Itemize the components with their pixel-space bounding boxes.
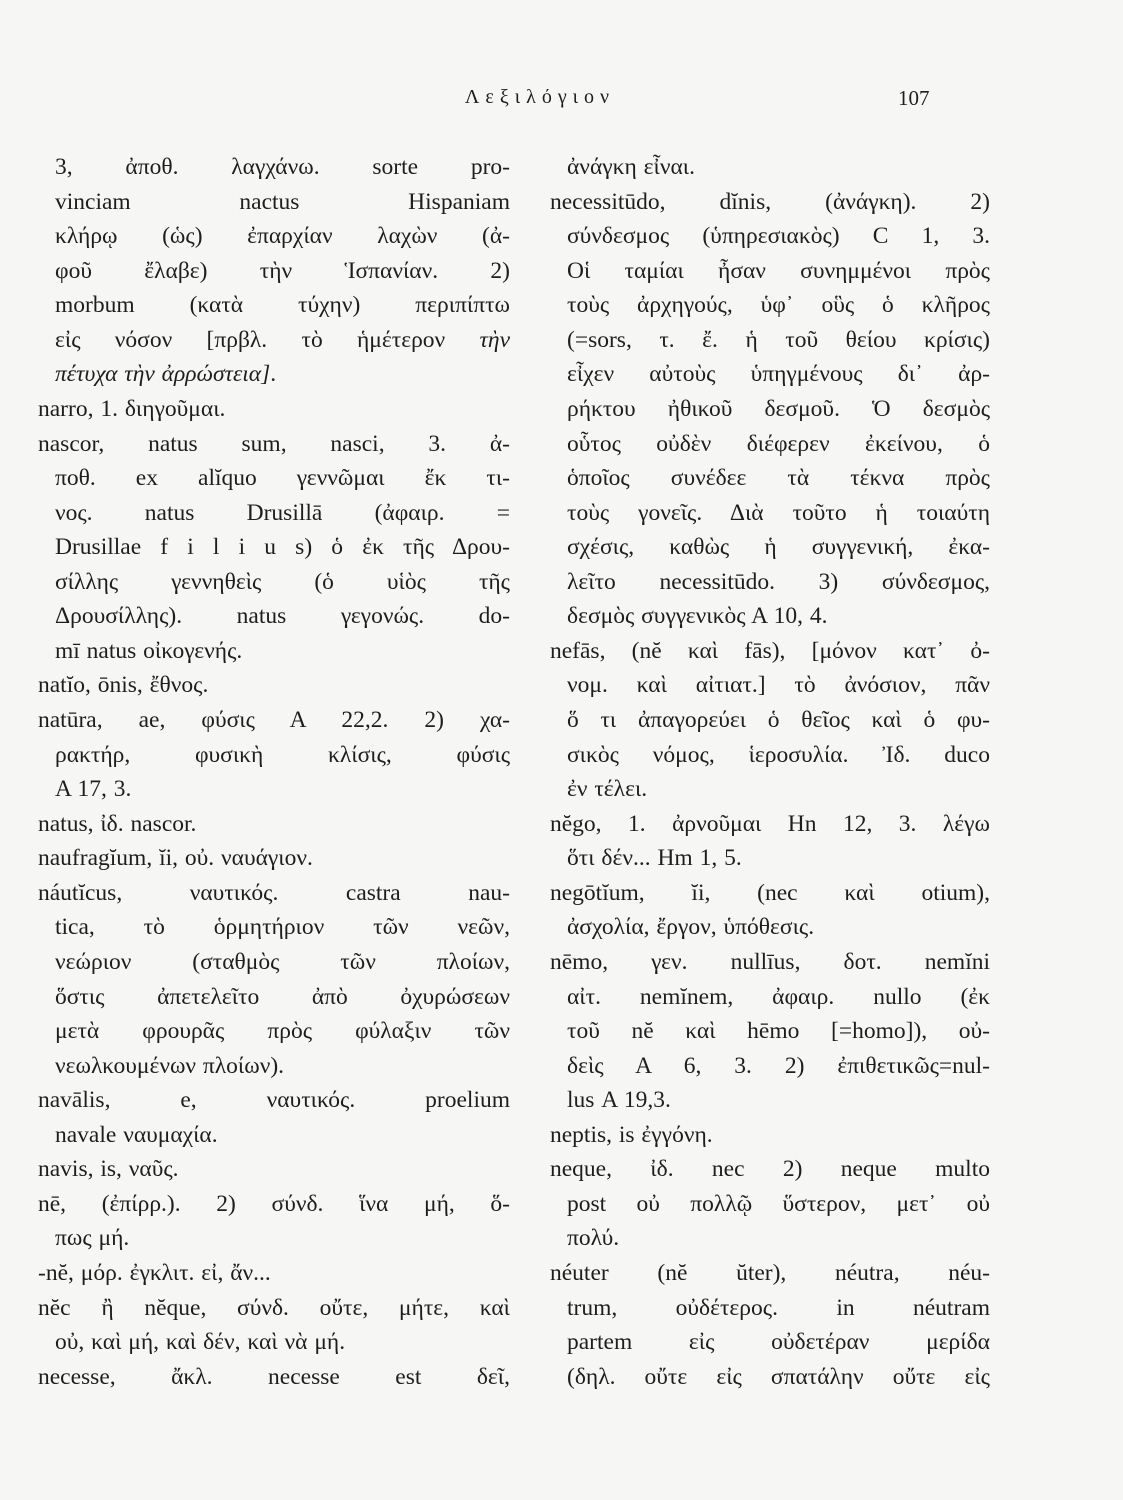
dictionary-entry — [38, 392, 510, 427]
entry-line: ὅστις ἀπετελεῖτο ἀπὸ ὀχυρώσεων — [55, 983, 510, 1010]
entry-line: φοῦ ἔλαβε) τὴν Ἱσπανίαν. 2) — [55, 257, 510, 284]
dictionary-entry — [38, 668, 510, 703]
dictionary-entry — [38, 1083, 510, 1152]
entry-line: vinciam nactus Hispaniam — [55, 188, 510, 215]
entry-line: μετὰ φρουρᾶς πρὸς φύλαξιν τῶν — [55, 1018, 510, 1045]
entry-line: tica, τὸ ὁρμητήριον τῶν νεῶν, — [55, 914, 510, 941]
italic-text: πέτυχα τὴν ἀρρώστεια] — [55, 361, 271, 388]
entry-line: trum, οὐδέτερος. in néutram — [567, 1294, 990, 1321]
entry-headline: necesse, ἄκλ. necesse est δεῖ, — [38, 1363, 510, 1390]
dictionary-entry — [38, 1291, 510, 1360]
entry-line: δεσμὸς συγγενικὸς Α 10, 4. — [567, 603, 828, 630]
entry-line: navale ναυμαχία. — [55, 1121, 218, 1148]
italic-text: τὴν — [479, 326, 510, 353]
dictionary-entry — [38, 703, 510, 807]
entry-line: Οἱ ταμίαι ἦσαν συνημμένοι πρὸς — [567, 257, 990, 284]
entry-line: νεωλκουμένων πλοίων). — [55, 1052, 285, 1079]
entry-line: κλήρῳ (ὡς) ἐπαρχίαν λαχὼν (ἀ- — [55, 223, 510, 250]
entry-headline: neque, ἰδ. nec 2) neque multo — [550, 1156, 990, 1183]
dictionary-entry — [550, 1118, 990, 1153]
entry-line: σίλλης γεννηθεὶς (ὁ υἱὸς τῆς — [55, 568, 510, 595]
entry-line: Drusillae f i l i u s) ὁ ἐκ τῆς Δρου- — [55, 534, 510, 561]
left-column — [38, 150, 510, 1394]
dictionary-entry — [550, 807, 990, 876]
entry-headline: nascor, natus sum, nasci, 3. ἀ- — [38, 430, 510, 457]
dictionary-entry — [38, 427, 510, 669]
dictionary-entry — [550, 945, 990, 1118]
entry-line: πως μή. — [55, 1225, 130, 1252]
entry-line: (=sors, τ. ἔ. ἡ τοῦ θείου κρίσις) — [567, 326, 990, 353]
entry-line: τοὺς ἀρχηγούς, ὑφ᾽ οὓς ὁ κλῆρος — [567, 292, 990, 319]
entry-line: Δρουσίλλης). natus γεγονώς. do- — [55, 603, 510, 630]
dictionary-entry — [38, 1152, 510, 1187]
entry-line: post οὐ πολλῷ ὕστερον, μετ᾽ οὐ — [567, 1190, 990, 1217]
running-head — [0, 84, 1123, 114]
entry-line: partem εἰς οὐδετέραν μερίδα — [567, 1329, 990, 1356]
entry-line: morbum (κατὰ τύχην) περιπίπτω — [55, 292, 510, 319]
entry-headline: negōtĭum, ĭi, (nec καὶ otium), — [550, 879, 990, 906]
entry-line: lus Α 19,3. — [567, 1087, 671, 1114]
entry-headline: neptis, is ἐγγόνη. — [550, 1121, 713, 1148]
entry-line: νος. natus Drusillā (ἀφαιρ. = — [55, 499, 510, 526]
entry-headline: navālis, e, ναυτικός. proelium — [38, 1087, 510, 1114]
entry-headline: néuter (nĕ ŭter), néutra, néu- — [550, 1260, 990, 1286]
entry-line: ἀνάγκη εἶναι. — [567, 154, 695, 180]
entry-headline: nefās, (nĕ καὶ fās), [μόνον κατ᾽ ὀ- — [550, 637, 990, 664]
entry-headline: natūra, ae, φύσις Α 22,2. 2) χα- — [38, 707, 510, 733]
entry-line: σχέσις, καθὼς ἡ συγγενική, ἐκα- — [567, 534, 990, 561]
entry-headline: nēmo, γεν. nullīus, δοτ. nemĭni — [550, 948, 990, 975]
entry-line: νεώριον (σταθμὸς τῶν πλοίων, — [55, 948, 510, 975]
entry-line: τοῦ nĕ καὶ hēmo [=homo]), οὐ- — [567, 1018, 990, 1045]
dictionary-entry — [550, 150, 990, 185]
entry-line: ὅτι δέν... Hm 1, 5. — [567, 845, 742, 872]
entry-line — [38, 323, 510, 358]
entry-line: σικὸς νόμος, ἱεροσυλία. Ἰδ. duco — [567, 741, 990, 768]
dictionary-entry — [550, 185, 990, 634]
entry-line: ἀσχολία, ἔργον, ὑπόθεσις. — [567, 914, 815, 941]
entry-line: οὐ, καὶ μή, καὶ δέν, καὶ νὰ μή. — [55, 1329, 346, 1356]
entry-line — [38, 357, 510, 392]
right-column — [550, 150, 990, 1394]
entry-line: ποθ. ex alĭquo γεννῶμαι ἔκ τι- — [55, 465, 510, 492]
dictionary-entry — [38, 1360, 510, 1395]
entry-line: ἐν τέλει. — [567, 776, 648, 803]
entry-line: λεῖτο necessitūdo. 3) σύνδεσμος, — [567, 568, 990, 595]
dictionary-entry — [38, 807, 510, 842]
entry-line: εἶχεν αὐτοὺς ὑπηγμένους δι᾽ ἀρ- — [567, 361, 990, 388]
page-number: 107 — [898, 86, 930, 110]
dictionary-entry — [550, 876, 990, 945]
entry-line: τοὺς γονεῖς. Διὰ τοῦτο ἡ τοιαύτη — [567, 499, 990, 526]
dictionary-entry — [38, 150, 510, 392]
text-segment: . — [270, 361, 277, 388]
dictionary-entry — [38, 1187, 510, 1256]
running-head-title: Λεξιλόγιον — [464, 86, 616, 108]
entry-line: ὅ τι ἀπαγορεύει ὁ θεῖος καὶ ὁ φυ- — [567, 707, 990, 733]
entry-line: δεὶς Α 6, 3. 2) ἐπιθετικῶς=nul- — [567, 1052, 990, 1079]
entry-line: A 17, 3. — [55, 776, 132, 803]
entry-headline: natĭo, ōnis, ἔθνος. — [38, 672, 209, 699]
entry-headline: náutĭcus, ναυτικός. castra nau- — [38, 879, 510, 906]
entry-headline: necessitūdo, dĭnis, (ἀνάγκη). 2) — [550, 188, 990, 215]
dictionary-entry — [38, 1256, 510, 1291]
text-segment: εἰς νόσον [πρβλ. τὸ ἡμέτερον — [55, 326, 480, 353]
entry-line: ρακτήρ, φυσικὴ κλίσις, φύσις — [55, 741, 510, 768]
entry-line: αἰτ. nemĭnem, ἀφαιρ. nullo (ἐκ — [567, 983, 990, 1010]
dictionary-entry — [38, 841, 510, 876]
entry-line: ὁποῖος συνέδεε τὰ τέκνα πρὸς — [567, 465, 990, 492]
entry-headline: narro, 1. διηγοῦμαι. — [38, 395, 226, 422]
entry-line: ρήκτου ἠθικοῦ δεσμοῦ. Ὁ δεσμὸς — [567, 395, 990, 422]
entry-headline: navis, is, ναῦς. — [38, 1156, 179, 1183]
entry-headline: naufragĭum, ĭi, οὐ. ναυάγιον. — [38, 845, 313, 872]
entry-headline: -nĕ, μόρ. ἐγκλιτ. εἰ, ἄν... — [38, 1260, 271, 1286]
entry-headline: nĕgo, 1. ἀρνοῦμαι Hn 12, 3. λέγω — [550, 810, 990, 837]
dictionary-entry — [38, 876, 510, 1083]
entry-line: οὗτος οὐδὲν διέφερεν ἐκείνου, ὁ — [567, 430, 990, 457]
entry-headline: natus, ἰδ. nascor. — [38, 810, 197, 837]
entry-line: σύνδεσμος (ὑπηρεσιακὸς) C 1, 3. — [567, 223, 990, 250]
entry-headline: nē, (ἐπίρρ.). 2) σύνδ. ἵνα μή, ὅ- — [38, 1190, 510, 1217]
entry-line: (δηλ. οὔτε εἰς σπατάλην οὔτε εἰς — [567, 1363, 990, 1390]
entry-line: πολύ. — [567, 1225, 620, 1252]
dictionary-entry — [550, 1152, 990, 1256]
entry-headline: nĕc ἢ nĕque, σύνδ. οὔτε, μήτε, καὶ — [38, 1294, 510, 1321]
dictionary-entry — [550, 1256, 990, 1394]
entry-line: νομ. καὶ αἰτιατ.] τὸ ἀνόσιον, πᾶν — [567, 672, 990, 699]
entry-line: 3, ἀποθ. λαγχάνω. sorte pro- — [55, 154, 510, 180]
entry-line: mī natus οἰκογενής. — [55, 637, 243, 664]
dictionary-entry — [550, 634, 990, 807]
